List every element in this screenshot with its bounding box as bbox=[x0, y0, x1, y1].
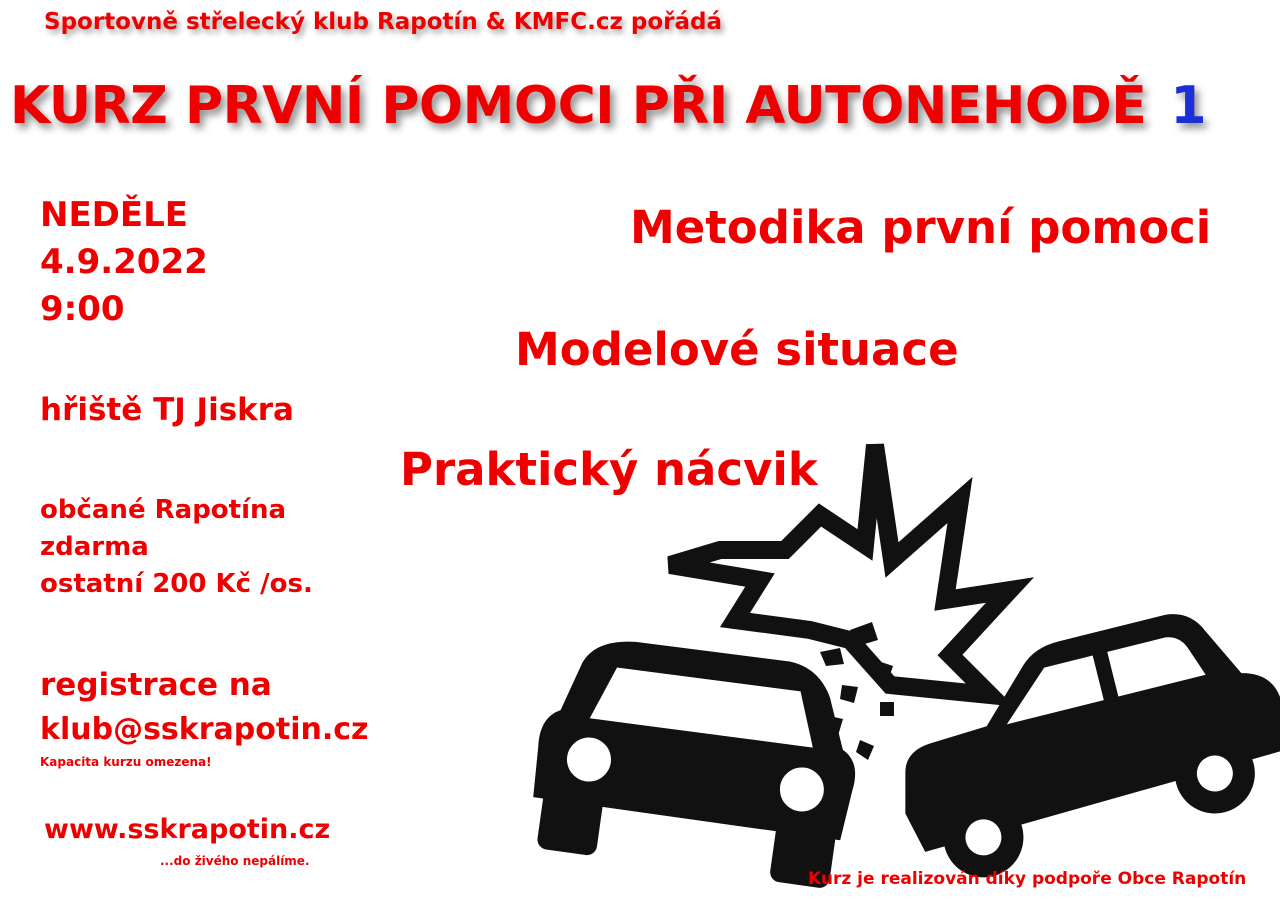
topic-model-situations: Modelové situace bbox=[515, 323, 959, 376]
topic-practical-training: Praktický nácvik bbox=[400, 443, 818, 496]
event-date: 4.9.2022 bbox=[40, 242, 208, 282]
left-car bbox=[524, 628, 870, 890]
pricing-line-1: občané Rapotína bbox=[40, 495, 287, 525]
title-number: 1 bbox=[1170, 76, 1206, 136]
topic-methodology: Metodika první pomoci bbox=[630, 201, 1212, 254]
event-venue: hřiště TJ Jiskra bbox=[40, 392, 294, 428]
event-datetime bbox=[40, 192, 208, 333]
pricing-info bbox=[40, 492, 313, 603]
capacity-note: Kapacita kurzu omezena! bbox=[40, 755, 212, 769]
tagline: ...do živého nepálíme. bbox=[160, 854, 310, 868]
pricing-line-2: zdarma bbox=[40, 532, 149, 562]
page-title bbox=[10, 78, 1206, 135]
event-time: 9:00 bbox=[40, 289, 125, 329]
car-crash-icon bbox=[520, 440, 1280, 902]
website-link: www.sskrapotin.cz bbox=[44, 814, 331, 845]
pricing-line-3: ostatní 200 Kč /os. bbox=[40, 569, 313, 599]
registration-label: registrace na bbox=[40, 667, 272, 703]
registration-email: klub@sskrapotin.cz bbox=[40, 712, 369, 747]
title-text: KURZ PRVNÍ POMOCI PŘI AUTONEHODĚ bbox=[10, 76, 1147, 136]
organizer-line: Sportovně střelecký klub Rapotín & KMFC.cz pořádá bbox=[44, 9, 723, 35]
event-day: NEDĚLE bbox=[40, 195, 189, 235]
sponsor-note: Kurz je realizován díky podpoře Obce Rapotín bbox=[808, 869, 1247, 889]
